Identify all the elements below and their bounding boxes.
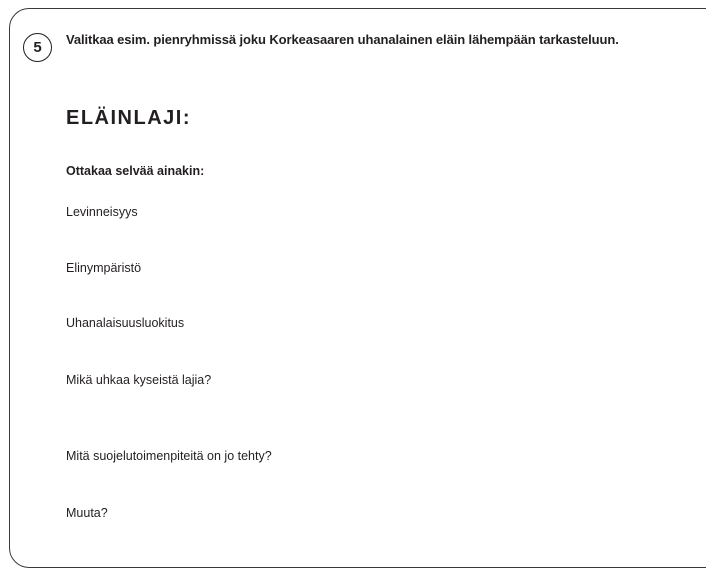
worksheet-subheading: Ottakaa selvää ainakin: <box>66 164 205 178</box>
item-distribution: Levinneisyys <box>66 205 138 219</box>
task-instruction: Valitkaa esim. pienryhmissä joku Korkeasaaren uhanalainen eläin lähempään tarkasteluun. <box>66 32 619 47</box>
item-threats: Mikä uhkaa kyseistä lajia? <box>66 373 212 387</box>
item-conservation-measures: Mitä suojelutoimenpiteitä on jo tehty? <box>66 449 272 463</box>
item-threat-category: Uhanalaisuusluokitus <box>66 316 185 330</box>
worksheet-frame <box>9 8 706 568</box>
item-habitat: Elinympäristö <box>66 261 142 275</box>
item-other: Muuta? <box>66 506 108 520</box>
task-number-badge: 5 <box>23 33 52 62</box>
worksheet-heading: ELÄINLAJI: <box>66 107 191 129</box>
